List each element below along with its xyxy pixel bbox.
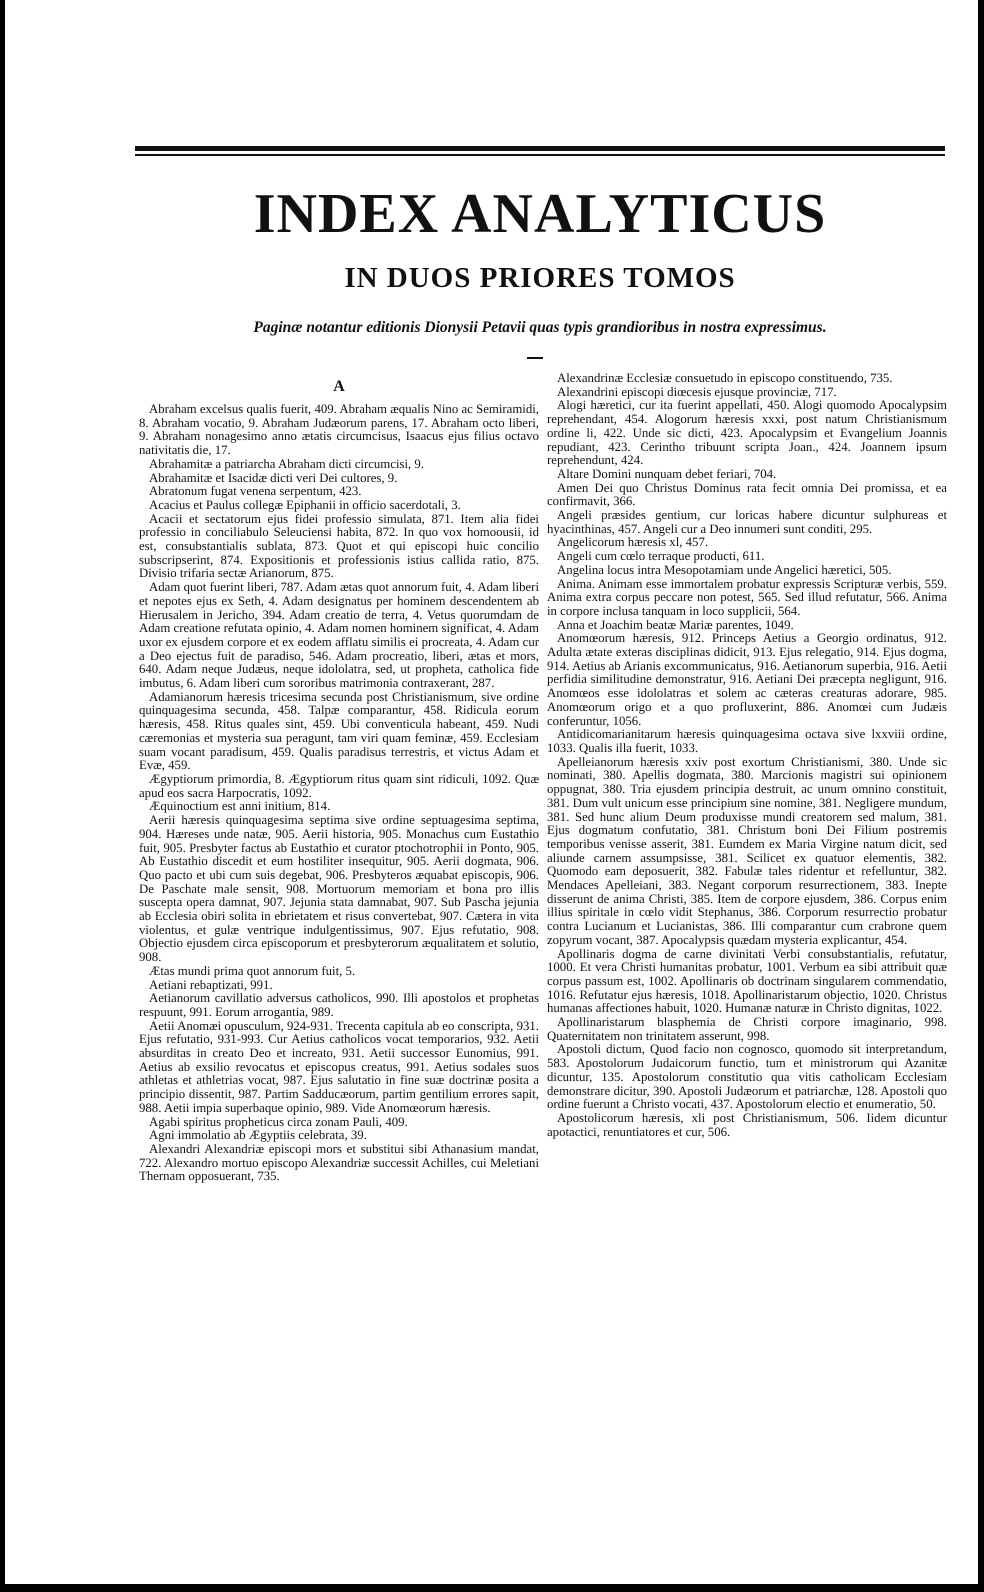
section-letter: A bbox=[333, 378, 345, 395]
index-entry: Apollinaris dogma de carne divinitati Verbi consubstantialis, refutatur, 1000. Et vera Christi humanitas probatur, 1001. Verbum ea sibi attribuit quæ corpus passum est, 1002. Apollinaris ob doctrinam singularem commendatio, 1016. Refutatur ejus hæresis, 1018. Apollinaristarum objectio, 1020. Christus humanas affectiones habuit, 1020. Humanæ naturæ in Christo dignitas, 1022. bbox=[547, 946, 947, 1016]
index-entry: Anima. Animam esse immortalem probatur expressis Scripturæ verbis, 559. Anima extra corpus peccare non potest, 565. Sed illud refutatur, 566. Anima in corpore inclusa tanquam in loco supplicii, 564. bbox=[547, 576, 947, 618]
page-subtitle: IN DUOS PRIORES TOMOS bbox=[344, 262, 736, 294]
index-entry: Angelicorum hæresis xl, 457. bbox=[557, 535, 709, 550]
index-entry: Acacius et Paulus collegæ Epiphanii in officio sacerdotali, 3. bbox=[149, 497, 461, 512]
index-entry: Agabi spiritus propheticus circa zonam Pauli, 409. bbox=[149, 1114, 408, 1129]
index-entry: Æquinoctium est anni initium, 814. bbox=[149, 799, 331, 814]
index-entry: Apostolicorum hæresis, xli post Christianismum, 506. Iidem dicuntur apotactici, renuntiatores et cur, 506. bbox=[547, 1110, 947, 1139]
index-entry: Ægyptiorum primordia, 8. Ægyptiorum ritus quam sint ridiculi, 1092. Quæ apud eos sacra Harpocratis, 1092. bbox=[139, 771, 539, 800]
index-entry: Alexandri Alexandriæ episcopi mors et substitui sibi Athanasium mandat, 722. Alexandro mortuo episcopo Alexandriæ successit Achilles, cui Meletiani Thernam opposuerant, 735. bbox=[139, 1141, 539, 1184]
index-entry: Anna et Joachim beatæ Mariæ parentes, 1049. bbox=[557, 617, 794, 632]
index-entry: Alexandrinæ Ecclesiæ consuetudo in episcopo constituendo, 735. bbox=[557, 371, 893, 385]
index-entry: Abraham excelsus qualis fuerit, 409. Abraham æqualis Nino ac Semiramidi, 8. Abraham vocatio, 9. Abraham Judæorum parens, 17. Abraham octo liberi, 9. Abraham nonagesimo anno ætatis circumcisus, Isaacus ejus filius octavo nativitatis die, 17. bbox=[139, 402, 539, 458]
edition-note: Paginæ notantur editionis Dionysii Petavii quas typis grandioribus in nostra expressimus. bbox=[253, 319, 827, 336]
index-entry: Abrahamitæ et Isacidæ dicti veri Dei cultores, 9. bbox=[149, 470, 398, 485]
page-title: INDEX ANALYTICUS bbox=[253, 183, 827, 245]
index-entry: Adam quot fuerint liberi, 787. Adam ætas quot annorum fuit, 4. Adam liberi et nepotes ejus ex Seth, 4. Adam designatus per hominem descendentem ab Hierusalem in Jericho, 394. Adam creatio de terra, 4. Vetus quorumdam de Adam creatione refutata opinio, 4. Adam nomen hominem significat, 4. Adam uxor ex ejusdem corpore et ex eodem afflatu similis ei procreata, 4. Adam cur a Deo ejectus fuit de paradiso, 546. Adam procreatio, liberi, ætas et mors, 640. Adam neque Judæus, neque idololatra, sed, ut propheta, catholica fide imbutus, 6. Adam liberi cum sororibus matrimonia contraxerant, 287. bbox=[139, 580, 539, 691]
index-entry: Ætas mundi prima quot annorum fuit, 5. bbox=[149, 963, 356, 978]
right-column bbox=[547, 372, 947, 1139]
index-entry: Abratonum fugat venena serpentum, 423. bbox=[149, 484, 362, 499]
separator-dash bbox=[527, 357, 543, 359]
header-rule-thin bbox=[135, 154, 945, 156]
index-entry: Amen Dei quo Christus Dominus rata fecit omnia Dei promissa, et ea confirmavit, 366. bbox=[547, 480, 947, 509]
index-entry: Aetianorum cavillatio adversus catholicos, 990. Illi apostolos et prophetas respuunt, 991. Eorum arrogantia, 989. bbox=[139, 991, 539, 1019]
index-entry: Apelleianorum hæresis xxiv post exortum Christianismi, 380. Unde sic nominati, 380. Apellis dogmata, 380. Marcionis magistri sui opinionem oppugnat, 380. Tria ejusdem principia destruit, ac unum omnino constituit, 381. Dum vult unicum esse principium sine nomine, 381. Negligere mundum, 381. Sed hunc alium Deum produxisse mundi creatorem sed malum, 381. Ejus dogmatum confutatio, 381. Christum boni Dei Filium postremis temporibus venisse asserit, 381. Eumdem ex Maria Virgine natum dicit, sed aliunde carnem assumpsisse, 381. Scilicet ex quatuor elementis, 382. Quomodo eam deposuerit, 382. Fabulæ tales ridentur et refelluntur, 382. Mendaces Apelleiani, 383. Negant corporum resurrectionem, 383. Inepte disserunt de anima Christi, 385. Item de corpore ejusdem, 386. Corpus enim illius spiritale in cœlo vidit Stephanus, 386. Corporum resurrectio probatur contra Lucianum et Lucianistas, 386. Illi comparantur cum crabrone quem zopyrum vocant, 387. Apocalypsis quædam mysteria explicantur, 454. bbox=[547, 754, 947, 947]
index-entry: Alogi hæretici, cur ita fuerint appellati, 450. Alogi quomodo Apocalypsim reprehendant, 454. Alogorum hæresis xxxi, post natum Christianismum ordine li, 422. Unde sic dicti, 423. Apocalypsim et Evangelium Joannis repudiant, 423. Cerintho tribuunt scripta Joan., 424. Joannem ipsum reprehendunt, 424. bbox=[547, 398, 947, 468]
index-entry: Abrahamitæ a patriarcha Abraham dicti circumcisi, 9. bbox=[149, 456, 425, 471]
index-entry: Angeli præsides gentium, cur loricas habere dicuntur sulphureas et hyacinthinas, 457. Angeli cur a Deo innumeri sunt conditi, 295. bbox=[547, 508, 947, 536]
index-entry: Apollinaristarum blasphemia de Christi corpore imaginario, 998. Quaternitatem non trinitatem asserunt, 998. bbox=[547, 1015, 947, 1043]
index-entry: Anomœorum hæresis, 912. Princeps Aetius a Georgio ordinatus, 912. Adulta ætate exteras disciplinas didicit, 913. Ejus relegatio, 914. Ejus dogma, 914. Aetius ab Arianis excommunicatus, 916. Aetianorum superbia, 916. Aetii perfidia similitudine demonstratur, 916. Aetiani Dei præcepta negligunt, 916. Anomœos esse idololatras et solem ac cæteras creaturas adorare, 985. Anomœorum origo et a quo profluxerint, 886. Anomœi cum Judæis conferuntur, 1056. bbox=[547, 631, 947, 728]
left-column bbox=[139, 378, 539, 1184]
index-entry: Antidicomarianitarum hæresis quinquagesima octava sive lxxviii ordine, 1033. Qualis illa fuerit, 1033. bbox=[547, 727, 947, 755]
index-entry: Altare Domini nunquam debet feriari, 704. bbox=[557, 466, 777, 481]
index-entry: Angeli cum cœlo terraque producti, 611. bbox=[557, 549, 765, 564]
index-entry: Aerii hæresis quinquagesima septima sive ordine septuagesima septima, 904. Hæreses unde natæ, 905. Aerii historia, 905. Monachus cum Eustathio fuit, 905. Presbyter factus ab Eustathio et curator ptochotrophii in Ponto, 905. Ab Eustathio discedit et eum hostiliter insequitur, 905. Aerii dogmata, 906. Quo pacto et ubi cum suis degebat, 906. Presbyteros æquabat episcopis, 906. De Paschate male sensit, 908. Mortuorum memoriam et bona pro illis suscepta opera damnat, 907. Jejunia stata damnabat, 907. Sub Pascha jejunia ab Ecclesia obiri solita in ebrietatem et risus convertebat, 907. Cætera in vita violentus, et gulæ ventrique indulgentissimus, 907. Ejus refutatio, 908. Objectio ejusdem circa episcoporum et presbyterorum æqualitatem et solutio, 908. bbox=[139, 813, 539, 965]
header-rule-thick bbox=[135, 146, 945, 151]
index-entry: Agni immolatio ab Ægyptiis celebrata, 39. bbox=[149, 1128, 367, 1143]
index-entry: Alexandrini episcopi diœcesis ejusque provinciæ, 717. bbox=[557, 384, 837, 399]
index-entry: Apostoli dictum, Quod facio non cognosco, quomodo sit interpretandum, 583. Apostolorum Judaicorum functio, tum et ministrorum qui Azanitæ dicuntur, 135. Apostolorum constitutio qua vitis catholicam Ecclesiam demonstrare dicitur, 390. Apostoli Judæorum et patriarchæ, 128. Apostoli quo ordine fuerunt a Christo vocati, 437. Apostolorum electio et enumeratio, 50. bbox=[547, 1042, 947, 1112]
index-entry: Acacii et sectatorum ejus fidei professio simulata, 871. Item alia fidei professio in conciliabulo Seleuciensi habita, 872. In quo vox homoousii, id est, consubstantialis sublata, 873. Quot et qui episcopi huic concilio subscripserint, 874. Expositionis et professionis istius callida ratio, 875. Divisio trifaria sectæ Arianorum, 875. bbox=[139, 511, 539, 581]
index-entry: Adamianorum hæresis tricesima secunda post Christianismum, sive ordine quinquagesima secunda, 458. Talpæ comparantur, 458. Ridicula eorum hæresis, 458. Ritus quales sint, 459. Ubi conventicula habeant, 459. Nudi cæremonias et mysteria sua peragunt, tam viri quam feminæ, 459. Ecclesiam suam vocant paradisum, 459. Qualis paradisus terrestris, et victus Adam et Evæ, 459. bbox=[139, 689, 539, 773]
index-entry: Aetii Anomæi opusculum, 924-931. Trecenta capitula ab eo conscripta, 931. Ejus refutatio, 931-993. Cur Aetius catholicos vocat temporarios, 932. Aetii absurditas in creato Deo et increato, 931. Aetii successor Eunomius, 991. Aetius ab exsilio revocatus et episcopus creatus, 991. Aetius sodales suos athletas et athletrias vocat, 987. Ejus salutatio in fine suæ doctrinæ posita a principio dissentit, 987. Partim Sadducæorum, partim gentilium errores sapit, 988. Aetii impia superbaque opinio, 989. Vide Anomœorum hæresis. bbox=[139, 1018, 539, 1115]
index-entry: Angelina locus intra Mesopotamiam unde Angelici hæretici, 505. bbox=[557, 562, 892, 577]
index-entry: Aetiani rebaptizati, 991. bbox=[149, 977, 273, 992]
